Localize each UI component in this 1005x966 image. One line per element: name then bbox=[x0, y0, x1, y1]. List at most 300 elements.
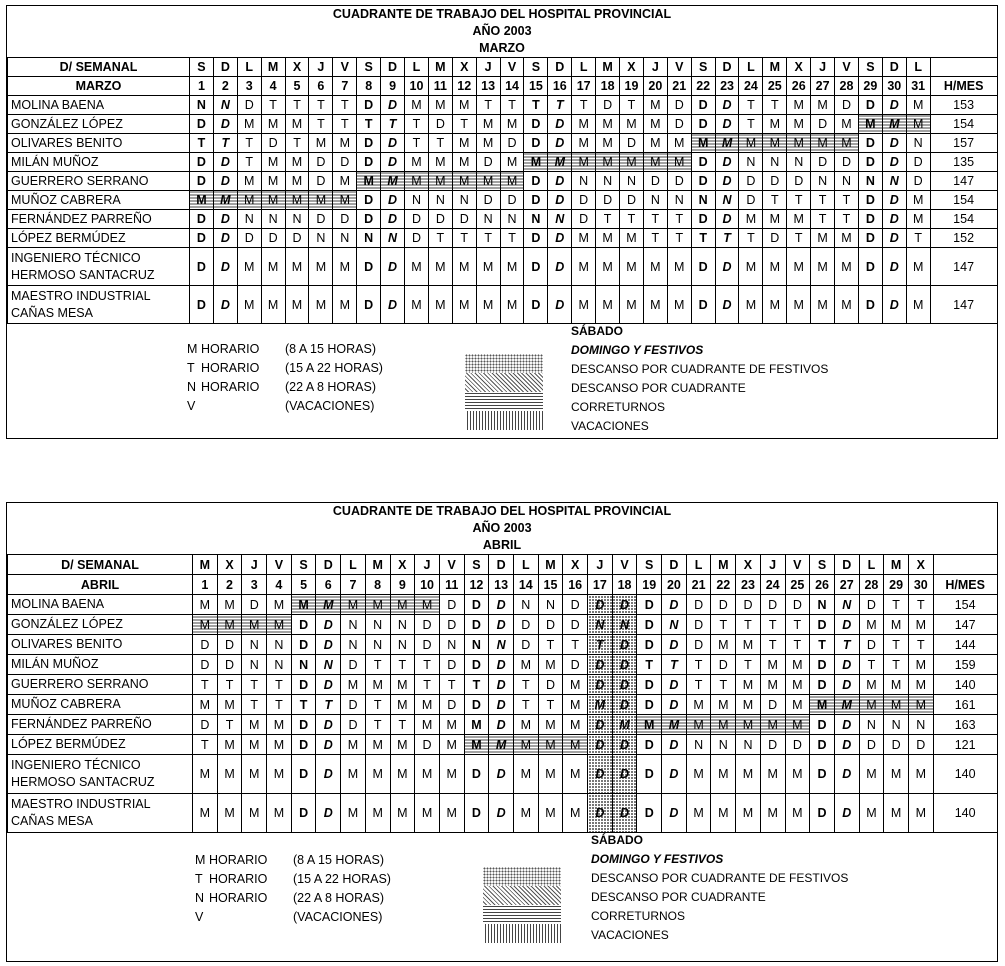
shift-cell: T bbox=[217, 675, 242, 695]
roster-title: CUADRANTE DE TRABAJO DEL HOSPITAL PROVINCIAL bbox=[332, 504, 672, 518]
shift-cell: N bbox=[242, 655, 267, 675]
hours-month: 153 bbox=[930, 96, 997, 115]
shift-cell: M bbox=[333, 172, 357, 191]
shift-cell: M bbox=[563, 675, 588, 695]
shift-cell: M bbox=[237, 115, 261, 134]
shift-cell: T bbox=[787, 191, 811, 210]
shift-cell: M bbox=[711, 755, 736, 794]
shift-cell: M bbox=[572, 134, 596, 153]
shift-cell: D bbox=[415, 735, 440, 755]
shift-cell: M bbox=[524, 153, 548, 172]
shift-cell: D bbox=[612, 635, 637, 655]
weekday-cell: M bbox=[365, 555, 390, 575]
shift-cell: D bbox=[588, 675, 613, 695]
shift-cell: D bbox=[213, 248, 237, 286]
shift-cell: D bbox=[291, 715, 316, 735]
shift-cell: M bbox=[563, 794, 588, 833]
shift-cell: D bbox=[834, 794, 859, 833]
shift-cell: M bbox=[242, 794, 267, 833]
shift-cell: M bbox=[859, 755, 884, 794]
day-number: 23 bbox=[736, 575, 761, 595]
shift-cell: D bbox=[213, 172, 237, 191]
shift-cell: D bbox=[637, 595, 662, 615]
shift-cell: M bbox=[859, 675, 884, 695]
shift-cell: D bbox=[213, 115, 237, 134]
shift-cell: M bbox=[667, 286, 691, 324]
shift-cell: M bbox=[810, 695, 835, 715]
day-number: 1 bbox=[190, 77, 214, 96]
shift-cell: T bbox=[285, 134, 309, 153]
weekday-cell: D bbox=[715, 58, 739, 77]
weekday-cell: S bbox=[291, 555, 316, 575]
roster-year: AÑO 2003 bbox=[472, 24, 532, 38]
shift-cell: D bbox=[193, 635, 218, 655]
shift-cell: N bbox=[500, 210, 524, 229]
shift-cell: D bbox=[357, 248, 381, 286]
weekday-cell: L bbox=[859, 555, 884, 575]
shift-cell: M bbox=[686, 794, 711, 833]
legend-code: M bbox=[187, 342, 198, 356]
shift-cell: D bbox=[667, 96, 691, 115]
month-header: ABRIL bbox=[8, 575, 193, 595]
shift-cell: D bbox=[357, 153, 381, 172]
shift-cell: M bbox=[763, 210, 787, 229]
shift-cell: M bbox=[884, 794, 909, 833]
day-number: 9 bbox=[381, 77, 405, 96]
shift-cell: D bbox=[810, 755, 835, 794]
shift-cell: M bbox=[452, 153, 476, 172]
weekday-cell: J bbox=[242, 555, 267, 575]
legend-item: DESCANSO POR CUADRANTE DE FESTIVOS bbox=[571, 362, 829, 376]
shift-cell: M bbox=[285, 172, 309, 191]
shift-cell: D bbox=[381, 153, 405, 172]
shift-cell: N bbox=[884, 715, 909, 735]
shift-cell: M bbox=[760, 655, 785, 675]
shift-cell: M bbox=[390, 695, 415, 715]
shift-cell: D bbox=[637, 735, 662, 755]
weekday-cell: V bbox=[667, 58, 691, 77]
shift-cell: M bbox=[760, 794, 785, 833]
month-header: MARZO bbox=[8, 77, 190, 96]
employee-name: MAESTRO INDUSTRIAL CAÑAS MESA bbox=[8, 286, 190, 324]
weekday-cell: D bbox=[213, 58, 237, 77]
shift-cell: M bbox=[217, 794, 242, 833]
day-number: 28 bbox=[859, 575, 884, 595]
employee-name: FERNÁNDEZ PARREÑO bbox=[8, 715, 193, 735]
shift-cell: D bbox=[691, 153, 715, 172]
shift-cell: M bbox=[237, 191, 261, 210]
shift-cell: D bbox=[662, 755, 687, 794]
shift-cell: M bbox=[237, 286, 261, 324]
shift-cell: D bbox=[858, 210, 882, 229]
table-row bbox=[8, 248, 998, 286]
shift-cell: N bbox=[711, 735, 736, 755]
shift-cell: T bbox=[548, 96, 572, 115]
shift-cell: M bbox=[908, 675, 933, 695]
shift-cell: T bbox=[365, 655, 390, 675]
shift-cell: D bbox=[859, 595, 884, 615]
shift-cell: M bbox=[309, 134, 333, 153]
shift-cell: D bbox=[884, 735, 909, 755]
shift-cell: M bbox=[242, 715, 267, 735]
shift-cell: D bbox=[548, 248, 572, 286]
shift-cell: M bbox=[572, 248, 596, 286]
shift-cell: M bbox=[476, 134, 500, 153]
shift-cell: N bbox=[835, 172, 859, 191]
legend-code: V bbox=[187, 399, 196, 413]
shift-cell: D bbox=[237, 96, 261, 115]
shift-cell: M bbox=[381, 172, 405, 191]
shift-cell: M bbox=[267, 794, 292, 833]
shift-cell: D bbox=[763, 172, 787, 191]
shift-cell: D bbox=[691, 96, 715, 115]
shift-cell: N bbox=[333, 229, 357, 248]
shift-cell: M bbox=[285, 286, 309, 324]
weekday-cell: X bbox=[217, 555, 242, 575]
shift-cell: T bbox=[193, 675, 218, 695]
shift-cell: D bbox=[190, 153, 214, 172]
legend-hours: (15 A 22 HORAS) bbox=[285, 361, 383, 375]
weekday-cell: D bbox=[316, 555, 341, 575]
shift-cell: T bbox=[835, 191, 859, 210]
schedule-table bbox=[7, 554, 998, 833]
day-number: 11 bbox=[428, 77, 452, 96]
shift-cell: D bbox=[316, 675, 341, 695]
shift-cell: M bbox=[834, 695, 859, 715]
shift-cell: D bbox=[715, 286, 739, 324]
legend-hours: (22 A 8 HORAS) bbox=[293, 891, 385, 905]
shift-cell: M bbox=[620, 229, 644, 248]
day-number: 30 bbox=[882, 77, 906, 96]
weekday-cell: M bbox=[596, 58, 620, 77]
shift-cell: D bbox=[357, 191, 381, 210]
shift-cell: M bbox=[405, 96, 429, 115]
shift-cell: D bbox=[242, 595, 267, 615]
shift-cell: D bbox=[810, 735, 835, 755]
shift-cell: M bbox=[237, 248, 261, 286]
day-number: 23 bbox=[715, 77, 739, 96]
shift-cell: D bbox=[835, 96, 859, 115]
employee-name: GUERRERO SERRANO bbox=[8, 675, 193, 695]
shift-cell: T bbox=[739, 96, 763, 115]
shift-cell: D bbox=[524, 248, 548, 286]
table-row bbox=[8, 695, 998, 715]
legend-swatch bbox=[483, 924, 561, 943]
day-number: 18 bbox=[596, 77, 620, 96]
shift-cell: T bbox=[538, 635, 563, 655]
employee-name: GONZÁLEZ LÓPEZ bbox=[8, 115, 190, 134]
shift-cell: N bbox=[365, 615, 390, 635]
shift-cell: M bbox=[390, 675, 415, 695]
shift-cell: D bbox=[588, 655, 613, 675]
shift-cell: M bbox=[563, 695, 588, 715]
shift-cell: T bbox=[785, 635, 810, 655]
shift-cell: M bbox=[452, 172, 476, 191]
shift-cell: D bbox=[811, 115, 835, 134]
shift-cell: M bbox=[643, 96, 667, 115]
shift-cell: D bbox=[316, 635, 341, 655]
legend-hours: (VACACIONES) bbox=[293, 910, 383, 924]
day-number: 6 bbox=[309, 77, 333, 96]
shift-cell: T bbox=[190, 134, 214, 153]
shift-cell: N bbox=[439, 635, 464, 655]
shift-cell: M bbox=[428, 96, 452, 115]
shift-cell: T bbox=[711, 615, 736, 635]
shift-cell: D bbox=[190, 115, 214, 134]
shift-cell: N bbox=[365, 635, 390, 655]
legend-row bbox=[187, 378, 383, 397]
day-number: 17 bbox=[588, 575, 613, 595]
shift-cell: M bbox=[405, 286, 429, 324]
shift-cell: D bbox=[711, 655, 736, 675]
shift-cell: M bbox=[439, 735, 464, 755]
shift-cell: T bbox=[667, 210, 691, 229]
shift-cell: M bbox=[213, 191, 237, 210]
shift-cell: M bbox=[620, 115, 644, 134]
shift-cell: M bbox=[620, 286, 644, 324]
legend-item: DESCANSO POR CUADRANTE DE FESTIVOS bbox=[591, 871, 849, 885]
day-number: 27 bbox=[834, 575, 859, 595]
shift-cell: M bbox=[711, 635, 736, 655]
shift-cell: M bbox=[489, 735, 514, 755]
shift-cell: M bbox=[906, 191, 930, 210]
shift-cell: T bbox=[513, 675, 538, 695]
legend-code: N bbox=[187, 380, 197, 394]
shift-cell: N bbox=[341, 635, 366, 655]
shift-cell: M bbox=[242, 615, 267, 635]
hmes-header: H/MES bbox=[930, 77, 997, 96]
shift-cell: D bbox=[309, 172, 333, 191]
shift-cell: D bbox=[513, 615, 538, 635]
shift-cell: D bbox=[612, 735, 637, 755]
shift-cell: M bbox=[428, 248, 452, 286]
shift-cell: D bbox=[213, 229, 237, 248]
day-number: 20 bbox=[643, 77, 667, 96]
shift-cell: M bbox=[667, 248, 691, 286]
table-row bbox=[8, 229, 998, 248]
shift-cell: D bbox=[439, 655, 464, 675]
hours-month: 144 bbox=[933, 635, 997, 655]
shift-cell: D bbox=[882, 191, 906, 210]
shift-cell: D bbox=[760, 735, 785, 755]
shift-cell: N bbox=[190, 96, 214, 115]
shift-cell: D bbox=[662, 695, 687, 715]
shift-cell: M bbox=[908, 794, 933, 833]
shift-cell: D bbox=[464, 755, 489, 794]
weekday-cell: S bbox=[858, 58, 882, 77]
day-number: 27 bbox=[811, 77, 835, 96]
shift-cell: M bbox=[760, 675, 785, 695]
shift-cell: D bbox=[859, 635, 884, 655]
shift-cell: D bbox=[309, 210, 333, 229]
weekday-cell: L bbox=[405, 58, 429, 77]
shift-cell: M bbox=[476, 248, 500, 286]
shift-cell: D bbox=[439, 595, 464, 615]
shift-cell: M bbox=[242, 735, 267, 755]
shift-cell: D bbox=[464, 615, 489, 635]
shift-cell: M bbox=[667, 153, 691, 172]
hours-month: 140 bbox=[933, 794, 997, 833]
legend-code: V bbox=[195, 910, 204, 924]
shift-cell: D bbox=[882, 229, 906, 248]
roster-month: ABRIL bbox=[482, 538, 522, 552]
shift-cell: M bbox=[267, 755, 292, 794]
hours-month: 154 bbox=[933, 595, 997, 615]
shift-cell: M bbox=[217, 735, 242, 755]
shift-cell: M bbox=[357, 172, 381, 191]
shift-cell: T bbox=[810, 635, 835, 655]
shift-cell: M bbox=[261, 172, 285, 191]
shift-cell: T bbox=[736, 615, 761, 635]
legend-code: N bbox=[195, 891, 205, 905]
shift-cell: D bbox=[858, 229, 882, 248]
shift-cell: D bbox=[785, 735, 810, 755]
shift-cell: D bbox=[715, 248, 739, 286]
day-number: 28 bbox=[835, 77, 859, 96]
shift-cell: M bbox=[760, 755, 785, 794]
shift-cell: D bbox=[261, 134, 285, 153]
legend-label: HORARIO bbox=[201, 342, 260, 356]
shift-cell: D bbox=[428, 210, 452, 229]
shift-cell: D bbox=[513, 635, 538, 655]
shift-cell: D bbox=[691, 248, 715, 286]
shift-cell: M bbox=[237, 172, 261, 191]
shift-cell: D bbox=[341, 695, 366, 715]
shift-cell: D bbox=[662, 635, 687, 655]
shift-cell: D bbox=[686, 635, 711, 655]
shift-cell: M bbox=[415, 695, 440, 715]
day-number: 26 bbox=[787, 77, 811, 96]
weekday-cell: J bbox=[415, 555, 440, 575]
shift-cell: D bbox=[548, 172, 572, 191]
shift-cell: N bbox=[213, 96, 237, 115]
shift-cell: T bbox=[711, 675, 736, 695]
shift-cell: M bbox=[538, 735, 563, 755]
employee-name: LÓPEZ BERMÚDEZ bbox=[8, 735, 193, 755]
weekday-cell: D bbox=[489, 555, 514, 575]
legend-item: VACACIONES bbox=[571, 419, 649, 433]
table-row bbox=[8, 172, 998, 191]
shift-cell: M bbox=[309, 248, 333, 286]
hours-month: 161 bbox=[933, 695, 997, 715]
shift-cell: M bbox=[415, 794, 440, 833]
shift-cell: T bbox=[563, 635, 588, 655]
shift-cell: D bbox=[572, 191, 596, 210]
shift-cell: M bbox=[637, 715, 662, 735]
shift-cell: M bbox=[500, 286, 524, 324]
shift-cell: D bbox=[489, 615, 514, 635]
shift-cell: D bbox=[489, 595, 514, 615]
shift-cell: M bbox=[513, 655, 538, 675]
shift-cell: D bbox=[810, 715, 835, 735]
table-row bbox=[8, 595, 998, 615]
shift-cell: M bbox=[341, 595, 366, 615]
shift-cell: M bbox=[787, 210, 811, 229]
shift-cell: D bbox=[691, 115, 715, 134]
shift-cell: D bbox=[291, 735, 316, 755]
table-row bbox=[8, 115, 998, 134]
shift-cell: M bbox=[596, 286, 620, 324]
shift-cell: D bbox=[882, 153, 906, 172]
shift-cell: N bbox=[513, 595, 538, 615]
roster-march bbox=[6, 5, 998, 439]
shift-cell: T bbox=[859, 655, 884, 675]
legend-hours: (VACACIONES) bbox=[285, 399, 375, 413]
shift-cell: N bbox=[667, 191, 691, 210]
shift-cell: D bbox=[464, 695, 489, 715]
shift-cell: D bbox=[439, 615, 464, 635]
legend-swatch bbox=[483, 867, 561, 886]
shift-cell: M bbox=[538, 755, 563, 794]
day-number: 14 bbox=[500, 77, 524, 96]
shift-cell: T bbox=[242, 675, 267, 695]
shift-cell: M bbox=[908, 615, 933, 635]
shift-cell: T bbox=[390, 655, 415, 675]
shift-cell: M bbox=[267, 715, 292, 735]
day-number: 24 bbox=[739, 77, 763, 96]
shift-cell: D bbox=[686, 595, 711, 615]
shift-cell: D bbox=[524, 229, 548, 248]
shift-cell: D bbox=[291, 615, 316, 635]
shift-cell: M bbox=[513, 735, 538, 755]
shift-cell: M bbox=[859, 695, 884, 715]
employee-name: MAESTRO INDUSTRIAL CAÑAS MESA bbox=[8, 794, 193, 833]
shift-cell: T bbox=[381, 115, 405, 134]
legend bbox=[7, 833, 997, 951]
shift-cell: M bbox=[785, 715, 810, 735]
weekday-cell: J bbox=[643, 58, 667, 77]
shift-cell: N bbox=[267, 635, 292, 655]
shift-cell: M bbox=[884, 675, 909, 695]
weekday-cell: X bbox=[390, 555, 415, 575]
shift-cell: M bbox=[906, 248, 930, 286]
shift-cell: D bbox=[882, 210, 906, 229]
shift-cell: D bbox=[489, 695, 514, 715]
shift-cell: T bbox=[476, 96, 500, 115]
legend-label: HORARIO bbox=[201, 361, 260, 375]
shift-cell: N bbox=[787, 153, 811, 172]
shift-cell: D bbox=[736, 595, 761, 615]
shift-cell: D bbox=[691, 286, 715, 324]
shift-cell: T bbox=[811, 191, 835, 210]
legend-code: T bbox=[187, 361, 195, 375]
shift-cell: D bbox=[810, 615, 835, 635]
shift-cell: D bbox=[190, 229, 214, 248]
shift-cell: D bbox=[237, 229, 261, 248]
shift-cell: M bbox=[309, 286, 333, 324]
shift-cell: M bbox=[285, 248, 309, 286]
hours-month: 157 bbox=[930, 134, 997, 153]
shift-cell: N bbox=[267, 655, 292, 675]
shift-cell: D bbox=[285, 229, 309, 248]
shift-cell: D bbox=[858, 191, 882, 210]
table-row bbox=[8, 286, 998, 324]
shift-cell: M bbox=[691, 134, 715, 153]
shift-cell: N bbox=[242, 635, 267, 655]
shift-cell: M bbox=[858, 115, 882, 134]
shift-cell: D bbox=[596, 96, 620, 115]
shift-cell: D bbox=[662, 794, 687, 833]
shift-cell: D bbox=[810, 675, 835, 695]
shift-cell: M bbox=[415, 755, 440, 794]
shift-cell: D bbox=[596, 191, 620, 210]
shift-cell: T bbox=[365, 715, 390, 735]
shift-cell: M bbox=[500, 172, 524, 191]
weekday-cell: S bbox=[691, 58, 715, 77]
shift-cell: D bbox=[548, 229, 572, 248]
shift-cell: M bbox=[476, 286, 500, 324]
shift-cell: N bbox=[908, 715, 933, 735]
